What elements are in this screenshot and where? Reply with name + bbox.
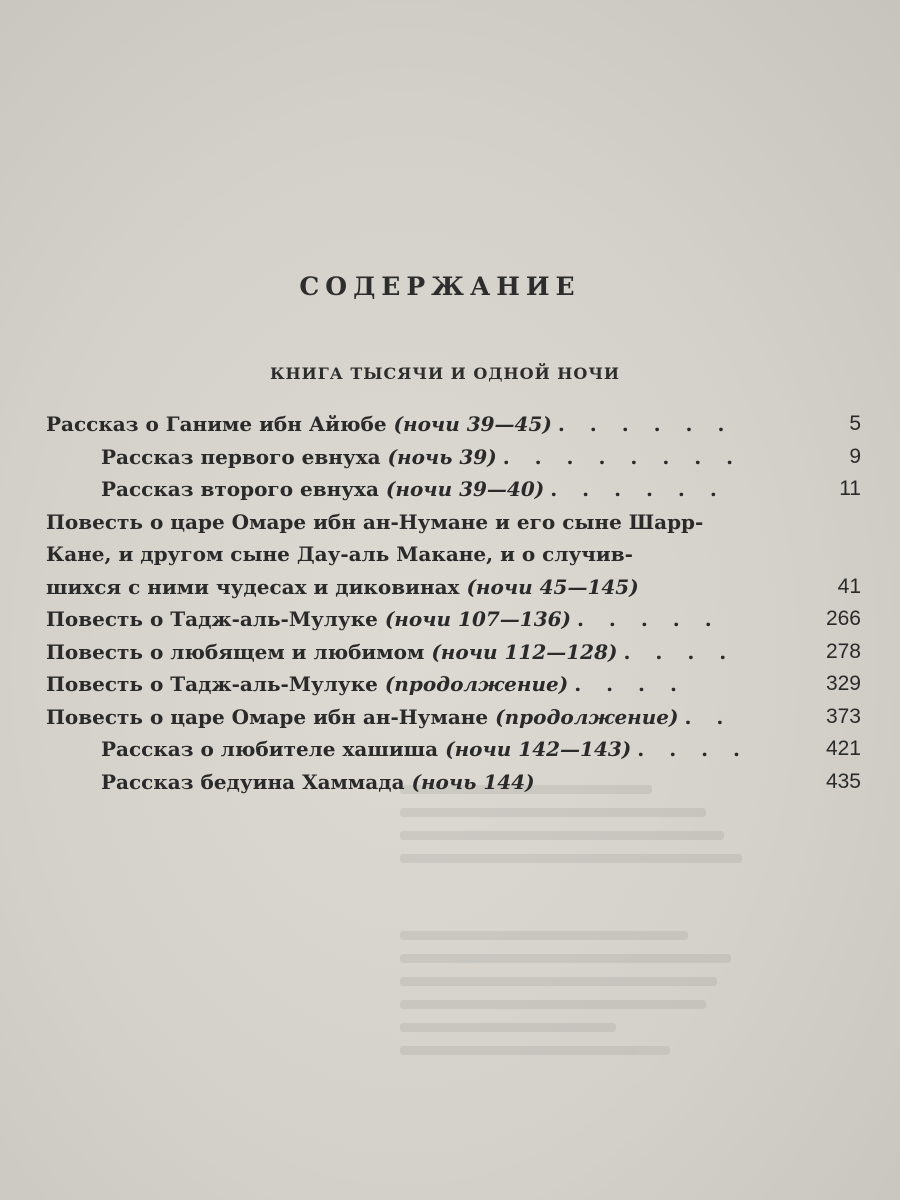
contents-title: СОДЕРЖАНИЕ xyxy=(299,272,581,301)
toc-entry xyxy=(46,603,861,636)
page-number: 329 xyxy=(825,672,861,695)
toc-entry xyxy=(46,766,861,799)
leader-dots: . . xyxy=(684,704,733,729)
entry-text: Рассказ о Ганиме ибн Айюбе (ночи 39—45) . . . . . . xyxy=(46,412,734,436)
leader-dots: . . . . . . xyxy=(550,477,726,501)
nights-note: (ночь 39) xyxy=(387,444,497,469)
toc-entry xyxy=(46,636,861,669)
show-through-text xyxy=(400,785,760,1155)
leader-dots: . . . . xyxy=(574,672,686,696)
toc-entry xyxy=(46,701,861,734)
entry-text: шихся с ними чудесах и диковинах (ночи 45—145) xyxy=(46,574,639,599)
continuation-note: (продолжение) xyxy=(384,672,569,696)
entry-text: Рассказ бедуина Хаммада (ночь 144) xyxy=(101,769,535,794)
book-subtitle: КНИГА ТЫСЯЧИ И ОДНОЙ НОЧИ xyxy=(269,364,621,383)
entry-text: Повесть о Тадж-аль-Мулуке (продолжение) . . . . xyxy=(46,672,686,696)
entry-text: Повесть о любящем и любимом (ночи 112—128) . . . . xyxy=(46,639,736,664)
page-number: 266 xyxy=(825,607,861,630)
nights-note: (ночи 142—143) xyxy=(445,737,632,761)
toc-entry xyxy=(46,506,861,604)
page-number: 11 xyxy=(839,477,861,500)
toc-entry xyxy=(46,668,861,701)
nights-note: (ночи 39—45) xyxy=(393,412,552,436)
toc-entry xyxy=(46,441,861,474)
toc-entry xyxy=(46,733,861,766)
nights-note: (ночи 45—145) xyxy=(466,574,639,599)
page-number: 421 xyxy=(825,737,861,760)
entry-text: Рассказ первого евнуха (ночь 39) . . . . . . . . xyxy=(101,444,743,469)
table-of-contents xyxy=(46,408,861,798)
entry-text: Повесть о царе Омаре ибн ан-Нумане и его сыне Шарр- xyxy=(46,509,704,534)
leader-dots: . . . . xyxy=(623,639,736,664)
leader-dots: . . . . . . . . xyxy=(502,444,743,469)
page-number: 373 xyxy=(825,704,861,728)
leader-dots: . . . . xyxy=(637,737,750,761)
continuation-note: (продолжение) xyxy=(495,704,679,729)
leader-dots: . . . . . . xyxy=(557,412,734,436)
nights-note: (ночи 112—128) xyxy=(431,639,618,664)
page-number: 5 xyxy=(849,412,861,435)
nights-note: (ночи 107—136) xyxy=(384,607,571,631)
page-number: 9 xyxy=(849,444,861,468)
nights-note: (ночи 39—40) xyxy=(385,477,545,501)
entry-text: Рассказ о любителе хашиша (ночи 142—143) . . . . xyxy=(101,737,750,761)
toc-entry xyxy=(46,473,861,506)
page-number: 435 xyxy=(825,769,861,793)
nights-note: (ночь 144) xyxy=(411,769,535,794)
entry-text: Повесть о царе Омаре ибн ан-Нумане (продолжение) . . xyxy=(46,704,733,729)
entry-text: Кане, и другом сыне Дау-аль Макане, и о случив- xyxy=(46,542,633,566)
entry-text: Повесть о Тадж-аль-Мулуке (ночи 107—136) . . . . . xyxy=(46,607,721,631)
entry-text: Рассказ второго евнуха (ночи 39—40) . . . . . . xyxy=(101,477,726,501)
leader-dots: . . . . . xyxy=(577,607,721,631)
toc-entry xyxy=(46,408,861,441)
page-number: 278 xyxy=(825,639,861,663)
page-number: 41 xyxy=(837,574,861,598)
